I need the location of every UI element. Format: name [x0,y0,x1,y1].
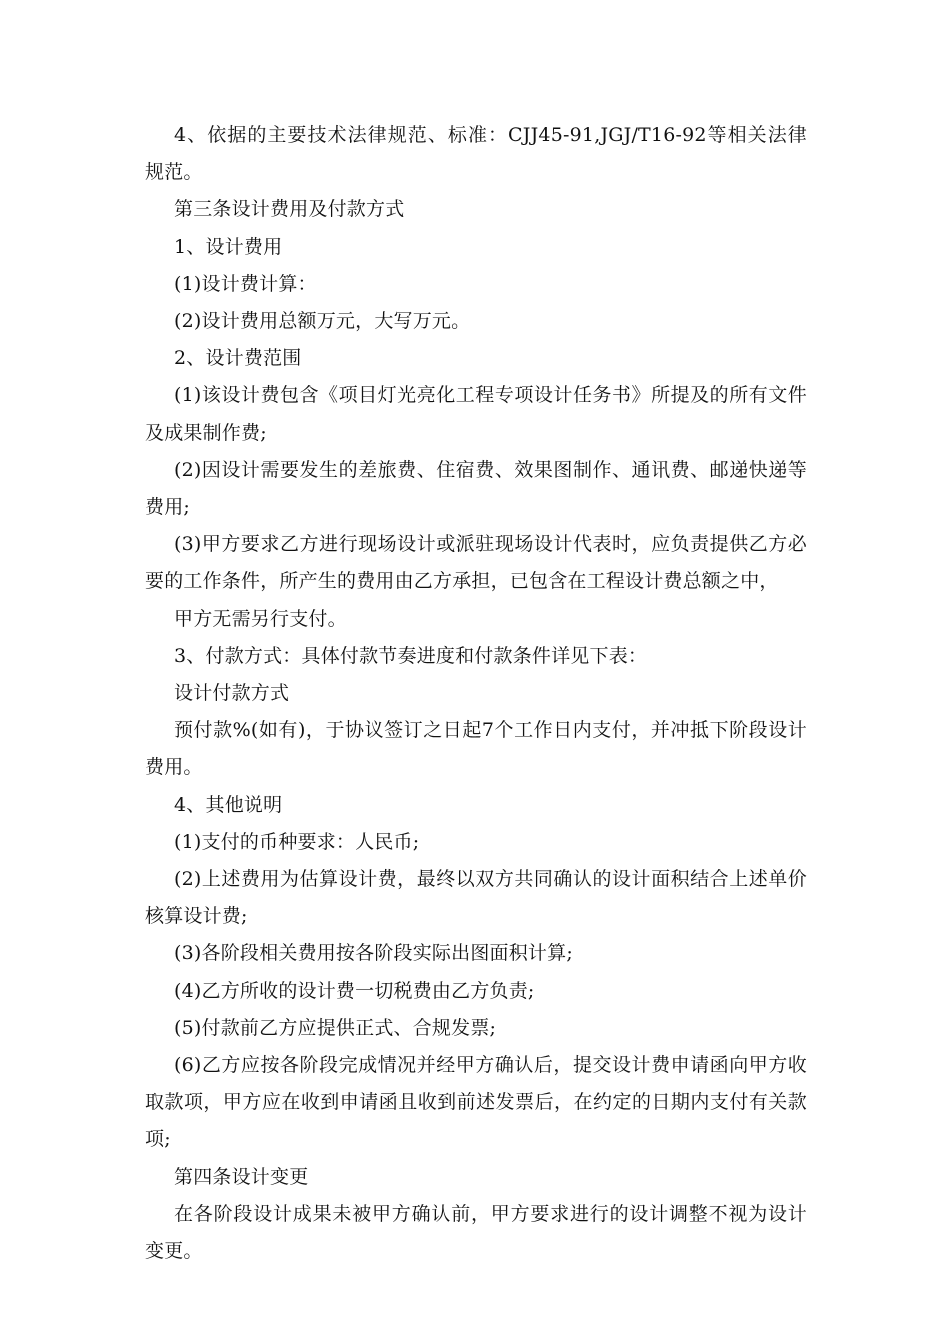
document-body [145,117,807,1270]
item-invoice: (5)付款前乙方应提供正式、合规发票; [174,1016,497,1039]
section-payment-method: 3、付款方式：具体付款节奏进度和付款条件详见下表： [174,644,648,667]
section-fee-scope: 2、设计费范围 [174,347,302,370]
item-fee-calculation: (1)设计费计算： [174,272,317,295]
item-scope-onsite-cont: 甲方无需另行支付。 [174,607,347,630]
item-advance-payment: 预付款%(如有)，于协议签订之日起7个工作日内支付，并冲抵下阶段设计费用。 [145,719,807,779]
paragraph-standards: 4、依据的主要技术法律规范、标准：CJJ45-91,JGJ/T16-92等相关法律规范。 [145,124,807,184]
item-currency: (1)支付的币种要求：人民币; [174,830,420,853]
item-taxes: (4)乙方所收的设计费一切税费由乙方负责; [174,979,535,1002]
item-scope-onsite: (3)甲方要求乙方进行现场设计或派驻现场设计代表时，应负责提供乙方必要的工作条件，所产生的费用由乙方承担，已包含在工程设计费总额之中， [145,533,807,593]
heading-article-3: 第三条设计费用及付款方式 [174,198,405,221]
item-fee-total: (2)设计费用总额万元，大写万元。 [174,310,471,333]
label-payment-method: 设计付款方式 [174,682,290,705]
item-scope-documents: (1)该设计费包含《项目灯光亮化工程专项设计任务书》所提及的所有文件及成果制作费; [145,384,807,444]
paragraph-design-change: 在各阶段设计成果未被甲方确认前，甲方要求进行的设计调整不视为设计变更。 [145,1202,807,1263]
item-stage-area: (3)各阶段相关费用按各阶段实际出图面积计算; [174,942,573,965]
item-scope-expenses: (2)因设计需要发生的差旅费、住宿费、效果图制作、通讯费、邮递快递等费用; [145,458,807,519]
item-estimate: (2)上述费用为估算设计费，最终以双方共同确认的设计面积结合上述单价核算设计费; [145,868,807,928]
item-payment-request: (6)乙方应按各阶段完成情况并经甲方确认后，提交设计费申请函向甲方收取款项，甲方应在收到申请函且收到前述发票后，在约定的日期内支付有关款项; [145,1054,807,1151]
heading-article-4: 第四条设计变更 [174,1165,309,1188]
section-other-notes: 4、其他说明 [174,793,283,816]
section-design-fee: 1、设计费用 [174,235,283,258]
